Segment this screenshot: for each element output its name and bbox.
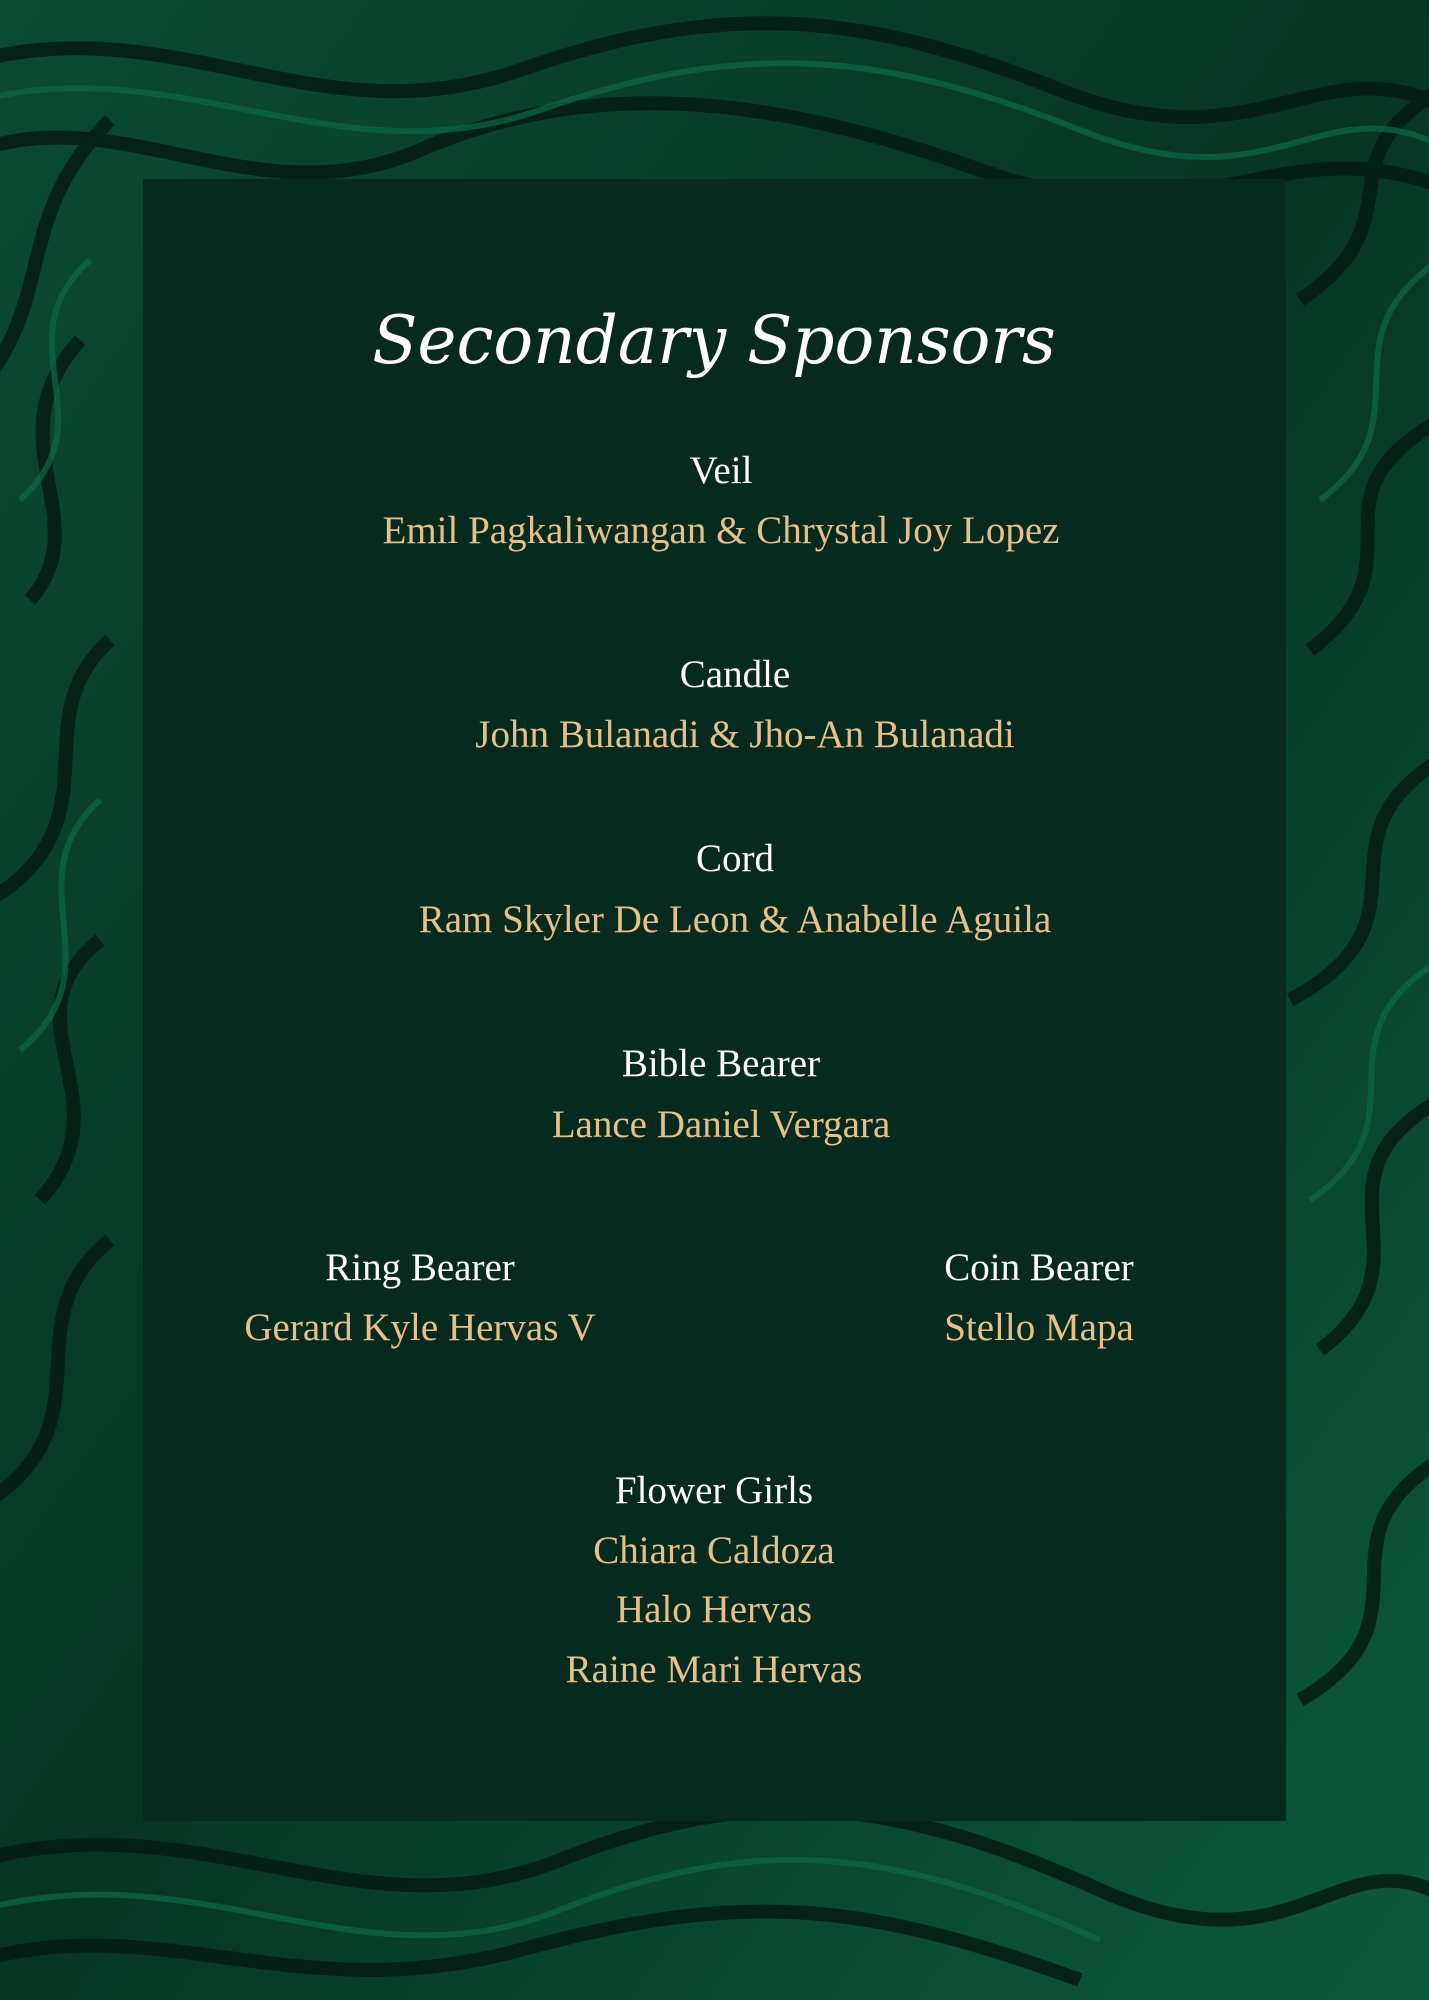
flower-girl-name: Raine Mari Hervas — [565, 1648, 863, 1691]
page-title: Secondary Sponsors — [372, 302, 1056, 379]
cord-heading: Cord — [696, 837, 774, 880]
cord-sponsors: Ram Skyler De Leon & Anabelle Aguila — [418, 898, 1052, 941]
ring-bearer-name: Gerard Kyle Hervas V — [244, 1306, 596, 1349]
candle-sponsors: John Bulanadi & Jho-An Bulanadi — [475, 713, 1015, 756]
ring-bearer-heading: Ring Bearer — [325, 1246, 515, 1289]
veil-sponsors: Emil Pagkaliwangan & Chrystal Joy Lopez — [382, 509, 1060, 552]
bible-bearer-name: Lance Daniel Vergara — [551, 1103, 891, 1146]
coin-bearer-name: Stello Mapa — [944, 1306, 1134, 1349]
flower-girls-heading: Flower Girls — [614, 1469, 814, 1512]
coin-bearer-heading: Coin Bearer — [944, 1246, 1134, 1289]
flower-girl-name: Chiara Caldoza — [593, 1529, 835, 1572]
candle-heading: Candle — [679, 653, 791, 696]
bible-bearer-heading: Bible Bearer — [621, 1042, 821, 1085]
veil-heading: Veil — [689, 449, 753, 492]
content-panel — [143, 179, 1286, 1821]
flower-girl-name: Halo Hervas — [615, 1588, 813, 1631]
